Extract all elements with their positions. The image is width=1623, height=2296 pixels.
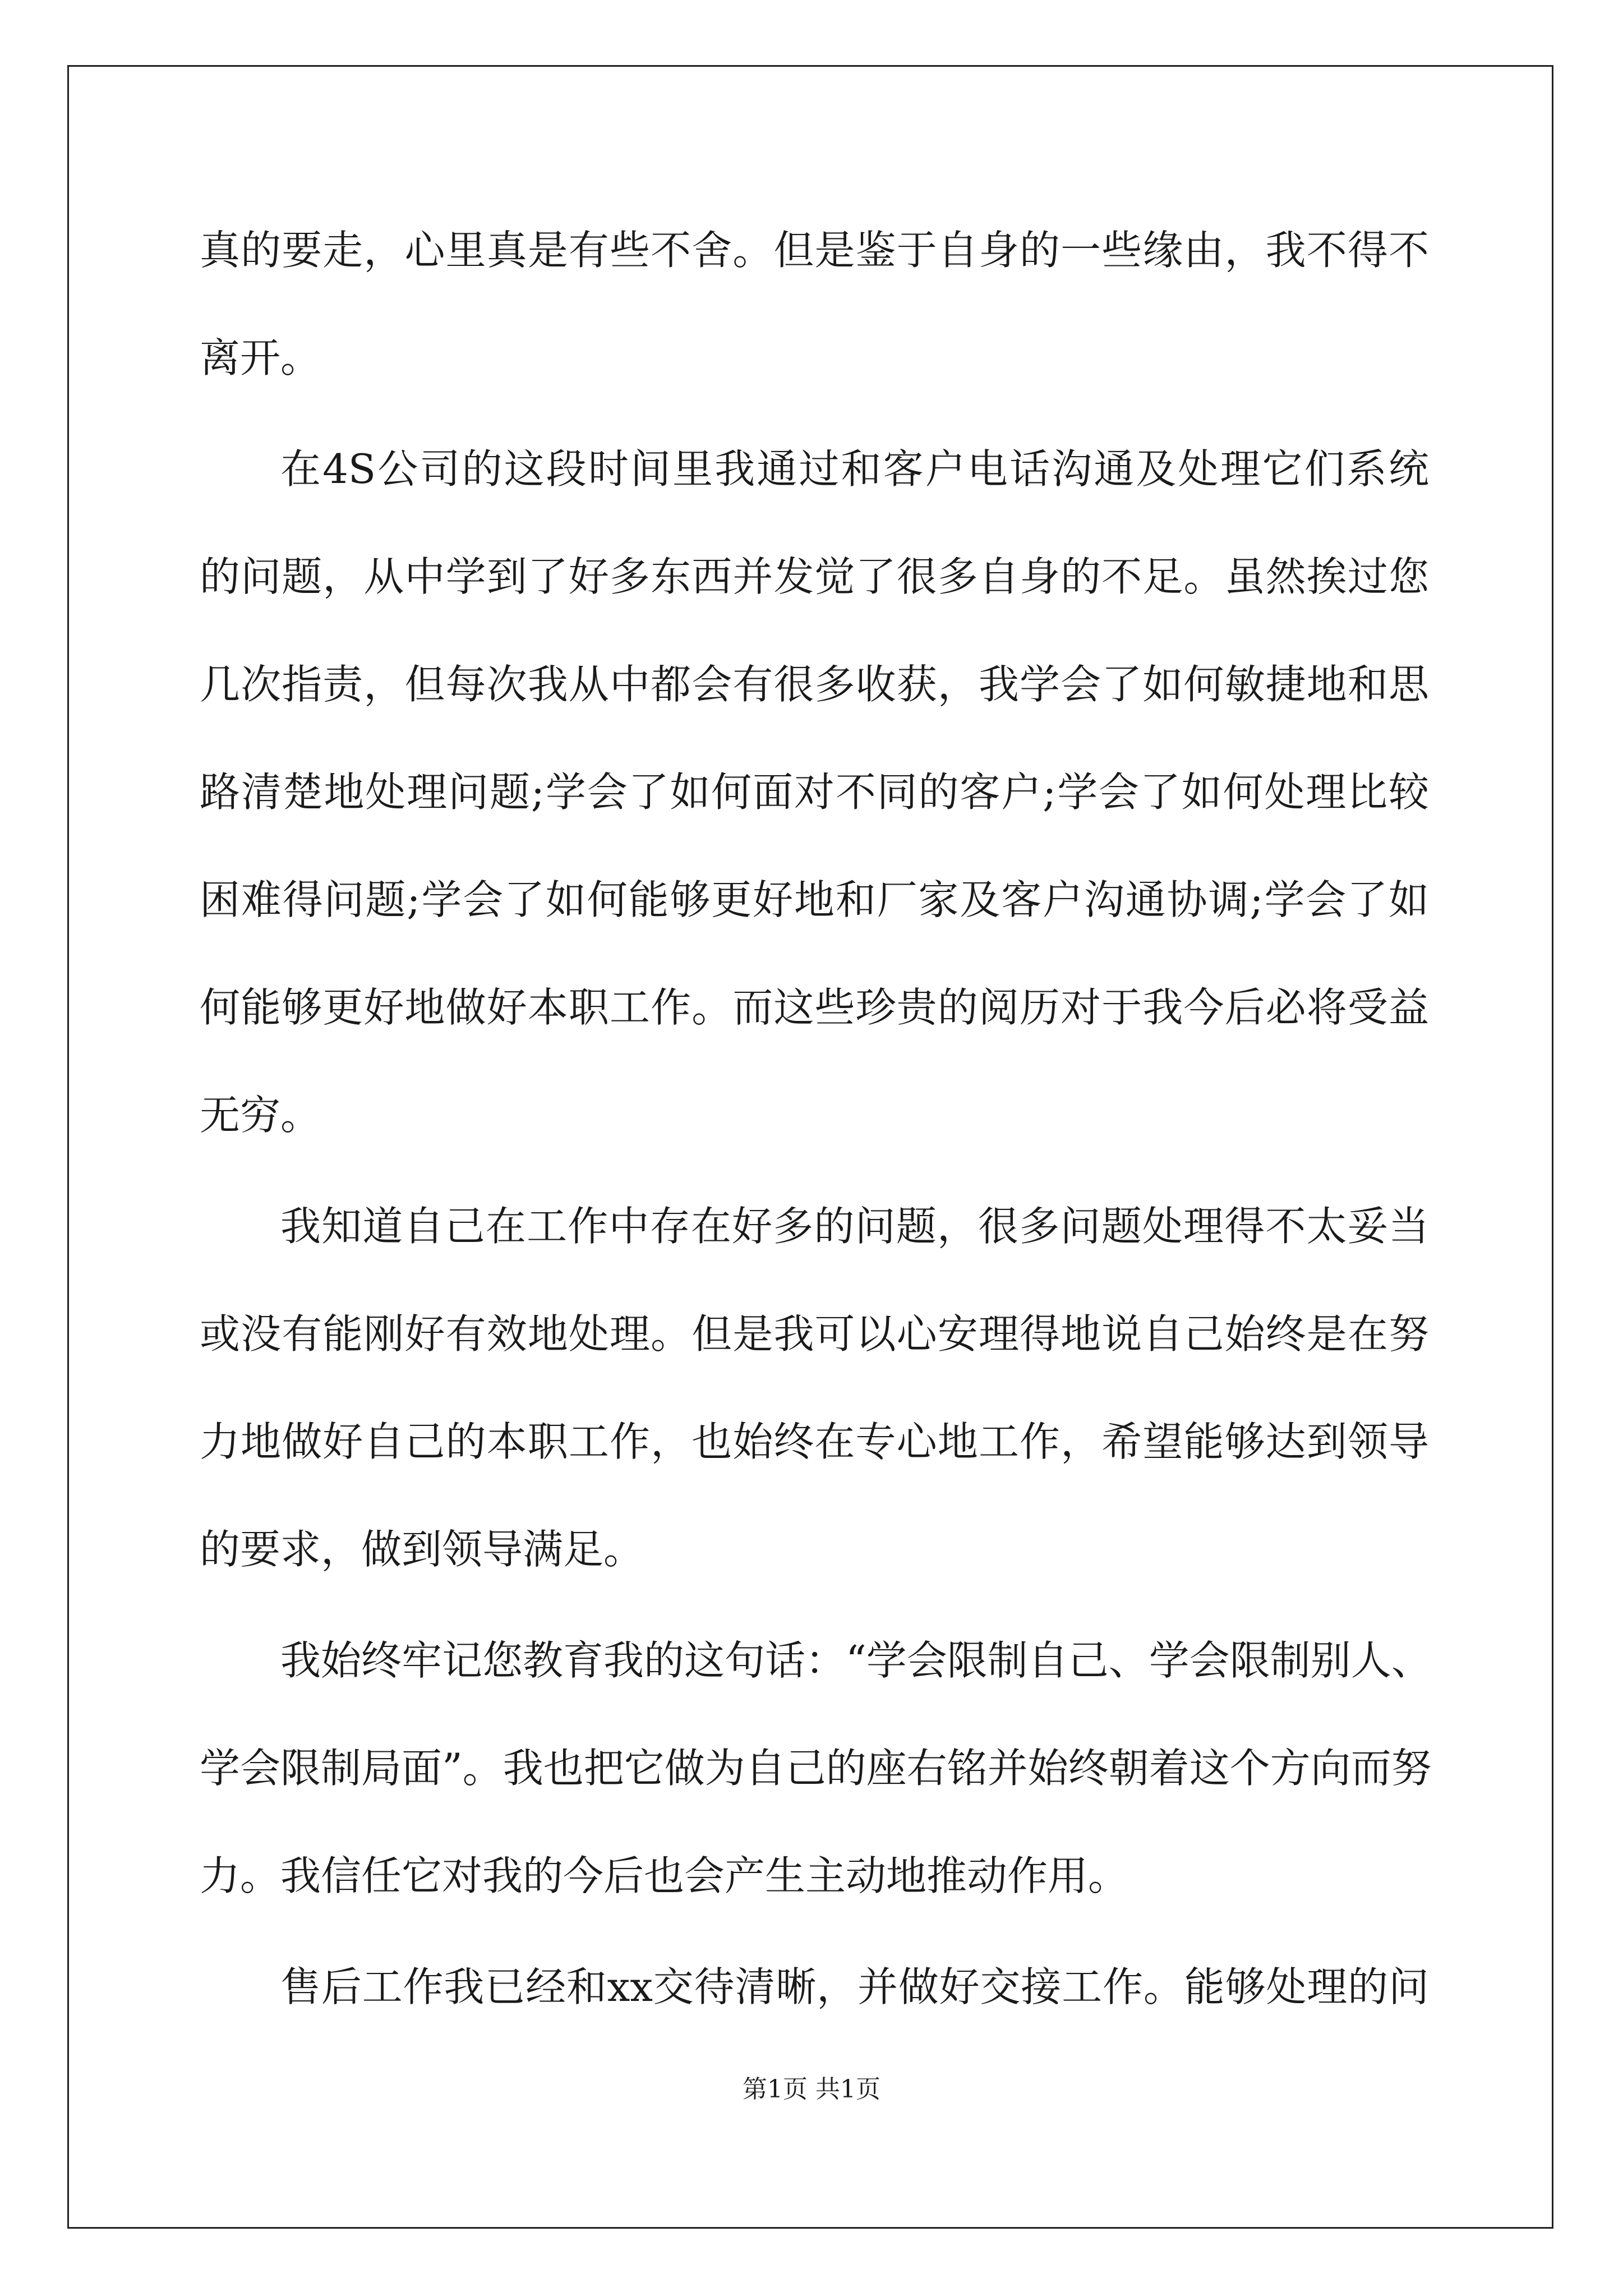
text-line-10: 我知道自己在工作中存在好多的问题，很多问题处理得不太妥当	[280, 1203, 1429, 1250]
text-line-8: 何能够更好地做好本职工作。而这些珍贵的阅历对于我今后必将受益	[200, 984, 1429, 1031]
page-number-footer: 第1页 共1页	[743, 2075, 880, 2104]
text-line-16: 力。我信任它对我的今后也会产生主动地推动作用。	[200, 1852, 1129, 1899]
text-line-14: 我始终牢记您教育我的这句话：“学会限制自己、学会限制别人、	[280, 1637, 1432, 1684]
text-line-7: 困难得问题;学会了如何能够更好地和厂家及客户沟通协调;学会了如	[200, 876, 1429, 923]
text-line-9: 无穷。	[200, 1092, 321, 1139]
text-line-6: 路清楚地处理问题;学会了如何面对不同的客户;学会了如何处理比较	[200, 769, 1429, 816]
text-line-12: 力地做好自己的本职工作，也始终在专心地工作，希望能够达到领导	[200, 1418, 1429, 1465]
text-line-2: 离开。	[200, 334, 321, 381]
text-line-3: 在4S公司的这段时间里我通过和客户电话沟通及处理它们系统	[280, 445, 1429, 493]
text-line-4: 的问题，从中学到了好多东西并发觉了很多自身的不足。虽然挨过您	[200, 553, 1429, 600]
text-line-13: 的要求，做到领导满足。	[200, 1526, 644, 1573]
text-line-11: 或没有能刚好有效地处理。但是我可以心安理得地说自己始终是在努	[200, 1310, 1429, 1358]
text-line-5: 几次指责，但每次我从中都会有很多收获，我学会了如何敏捷地和思	[200, 661, 1429, 708]
text-line-15: 学会限制局面”。我也把它做为自己的座右铭并始终朝着这个方向而努	[200, 1745, 1432, 1792]
page-border	[67, 65, 1553, 2229]
text-line-17: 售后工作我已经和xx交待清晰，并做好交接工作。能够处理的问	[280, 1963, 1429, 2010]
text-line-1: 真的要走，心里真是有些不舍。但是鉴于自身的一些缘由，我不得不	[200, 227, 1429, 274]
